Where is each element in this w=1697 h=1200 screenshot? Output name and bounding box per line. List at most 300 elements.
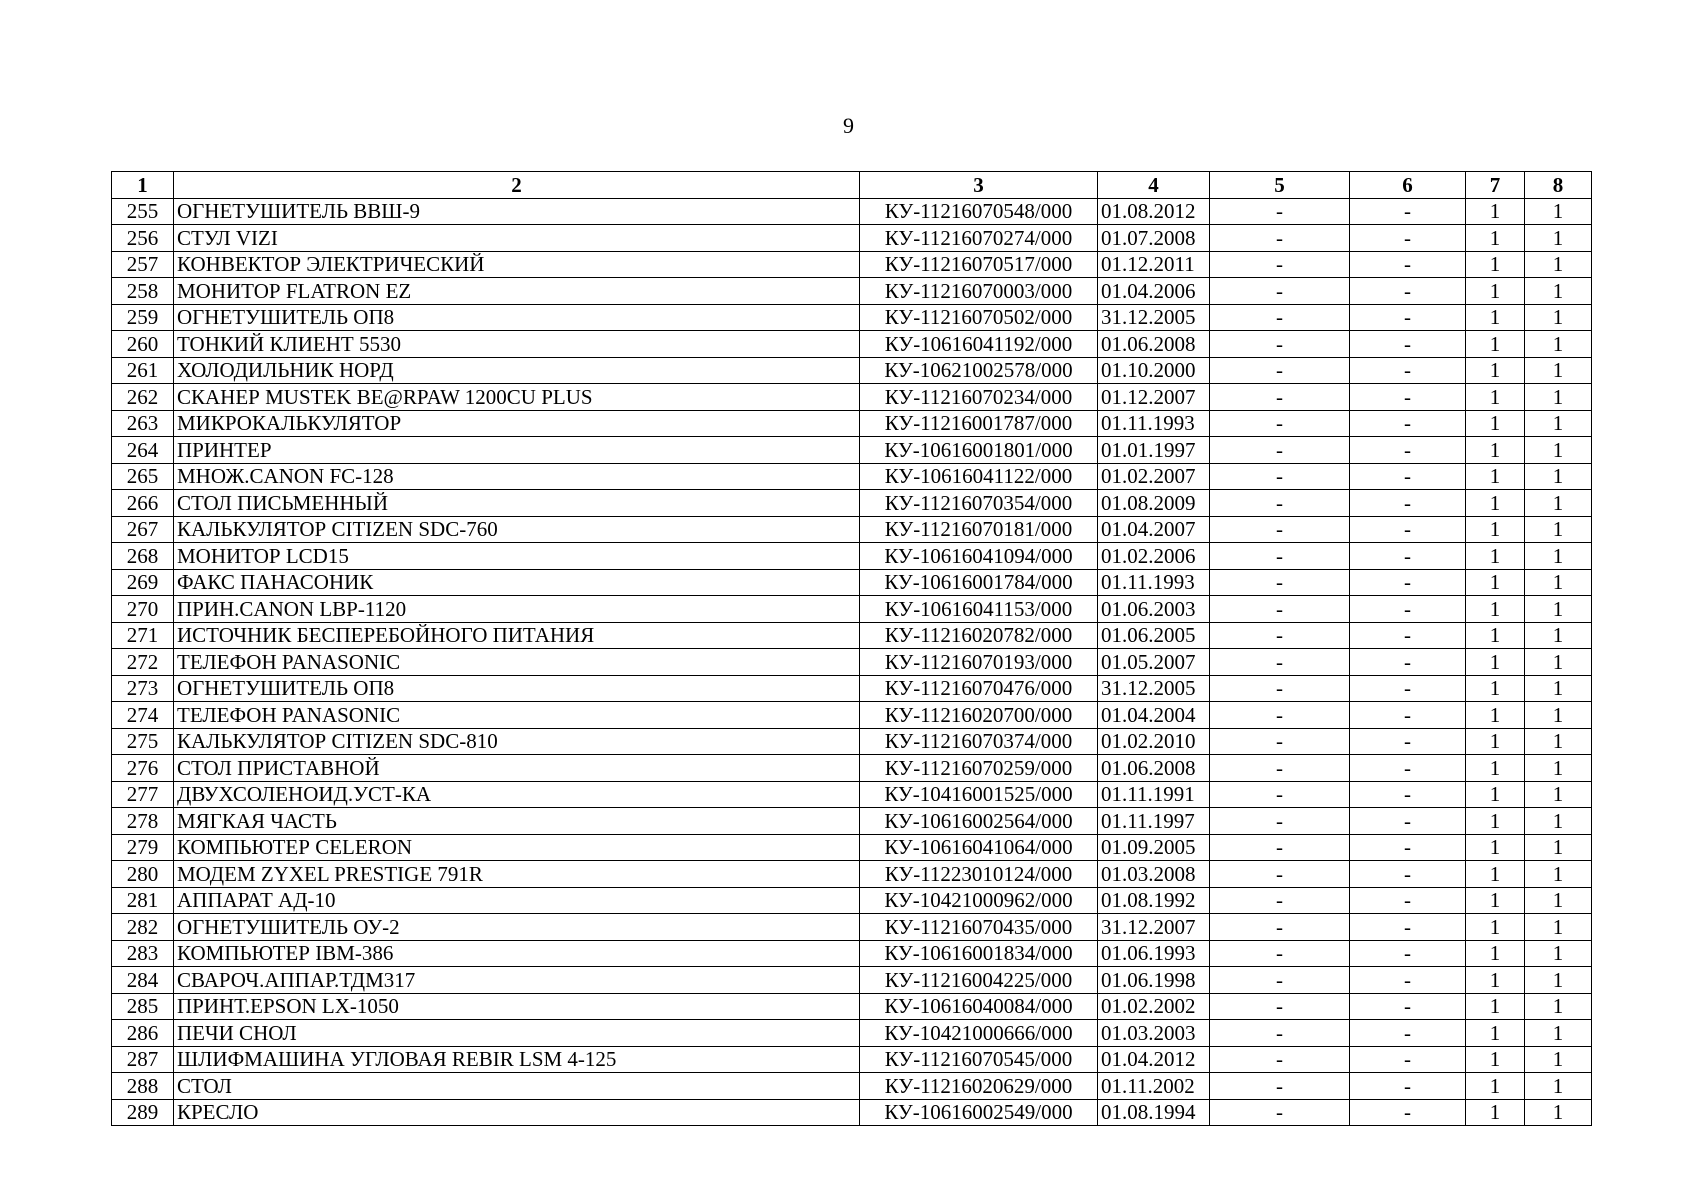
column-7-cell: 1 bbox=[1466, 649, 1525, 676]
date-cell: 01.06.2003 bbox=[1098, 596, 1210, 623]
column-6-cell: - bbox=[1350, 967, 1466, 994]
column-8-cell: 1 bbox=[1525, 569, 1592, 596]
inventory-code: КУ-11216070476/000 bbox=[860, 675, 1098, 702]
column-8-cell: 1 bbox=[1525, 967, 1592, 994]
date-cell: 01.08.1994 bbox=[1098, 1099, 1210, 1126]
row-number: 281 bbox=[112, 887, 174, 914]
item-name: КОМПЬЮТЕР IBM-386 bbox=[174, 940, 860, 967]
column-7-cell: 1 bbox=[1466, 463, 1525, 490]
column-5-cell: - bbox=[1210, 410, 1350, 437]
column-6-cell: - bbox=[1350, 225, 1466, 252]
inventory-code: КУ-10416001525/000 bbox=[860, 781, 1098, 808]
column-7-cell: 1 bbox=[1466, 1020, 1525, 1047]
column-8-cell: 1 bbox=[1525, 251, 1592, 278]
column-8-cell: 1 bbox=[1525, 304, 1592, 331]
column-8-cell: 1 bbox=[1525, 225, 1592, 252]
column-5-cell: - bbox=[1210, 728, 1350, 755]
inventory-code: КУ-10616001834/000 bbox=[860, 940, 1098, 967]
row-number: 259 bbox=[112, 304, 174, 331]
column-8-cell: 1 bbox=[1525, 755, 1592, 782]
item-name: СКАНЕР MUSTEK BE@RPAW 1200CU PLUS bbox=[174, 384, 860, 411]
table-row bbox=[112, 914, 1592, 941]
date-cell: 01.06.2008 bbox=[1098, 331, 1210, 358]
date-cell: 01.12.2007 bbox=[1098, 384, 1210, 411]
column-5-cell: - bbox=[1210, 490, 1350, 517]
table-row bbox=[112, 808, 1592, 835]
column-5-cell: - bbox=[1210, 808, 1350, 835]
inventory-code: КУ-11216020629/000 bbox=[860, 1073, 1098, 1100]
column-8-cell: 1 bbox=[1525, 675, 1592, 702]
item-name: ИСТОЧНИК БЕСПЕРЕБОЙНОГО ПИТАНИЯ bbox=[174, 622, 860, 649]
column-8-cell: 1 bbox=[1525, 914, 1592, 941]
inventory-code: КУ-10616040084/000 bbox=[860, 993, 1098, 1020]
item-name: МОНИТОР LCD15 bbox=[174, 543, 860, 570]
column-6-cell: - bbox=[1350, 649, 1466, 676]
column-6-cell: - bbox=[1350, 781, 1466, 808]
row-number: 278 bbox=[112, 808, 174, 835]
column-5-cell: - bbox=[1210, 649, 1350, 676]
column-8-cell: 1 bbox=[1525, 331, 1592, 358]
column-5-cell: - bbox=[1210, 1020, 1350, 1047]
column-6-cell: - bbox=[1350, 887, 1466, 914]
column-7-cell: 1 bbox=[1466, 596, 1525, 623]
column-5-cell: - bbox=[1210, 914, 1350, 941]
date-cell: 31.12.2005 bbox=[1098, 304, 1210, 331]
table-row bbox=[112, 993, 1592, 1020]
item-name: СТУЛ VIZI bbox=[174, 225, 860, 252]
column-8-cell: 1 bbox=[1525, 357, 1592, 384]
inventory-code: КУ-11216070502/000 bbox=[860, 304, 1098, 331]
column-6-cell: - bbox=[1350, 993, 1466, 1020]
column-5-cell: - bbox=[1210, 304, 1350, 331]
inventory-code: КУ-10616041064/000 bbox=[860, 834, 1098, 861]
table-row bbox=[112, 463, 1592, 490]
date-cell: 01.05.2007 bbox=[1098, 649, 1210, 676]
inventory-code: КУ-11216020700/000 bbox=[860, 702, 1098, 729]
column-8-cell: 1 bbox=[1525, 861, 1592, 888]
date-cell: 01.09.2005 bbox=[1098, 834, 1210, 861]
inventory-code: КУ-10616041094/000 bbox=[860, 543, 1098, 570]
column-5-cell: - bbox=[1210, 543, 1350, 570]
date-cell: 01.02.2010 bbox=[1098, 728, 1210, 755]
column-8-cell: 1 bbox=[1525, 1020, 1592, 1047]
row-number: 287 bbox=[112, 1046, 174, 1073]
item-name: ПРИН.CANON LBP-1120 bbox=[174, 596, 860, 623]
column-7-cell: 1 bbox=[1466, 808, 1525, 835]
table-row bbox=[112, 331, 1592, 358]
row-number: 255 bbox=[112, 198, 174, 225]
column-6-cell: - bbox=[1350, 914, 1466, 941]
column-5-cell: - bbox=[1210, 834, 1350, 861]
item-name: АППАРАТ АД-10 bbox=[174, 887, 860, 914]
column-5-cell: - bbox=[1210, 198, 1350, 225]
table-row bbox=[112, 251, 1592, 278]
item-name: ТЕЛЕФОН PANASONIC bbox=[174, 702, 860, 729]
table-row bbox=[112, 675, 1592, 702]
inventory-code: КУ-11216070259/000 bbox=[860, 755, 1098, 782]
item-name: ДВУХСОЛЕНОИД.УСТ-КА bbox=[174, 781, 860, 808]
table-row bbox=[112, 728, 1592, 755]
row-number: 274 bbox=[112, 702, 174, 729]
column-6-cell: - bbox=[1350, 384, 1466, 411]
column-6-cell: - bbox=[1350, 861, 1466, 888]
column-7-cell: 1 bbox=[1466, 304, 1525, 331]
row-number: 280 bbox=[112, 861, 174, 888]
column-8-cell: 1 bbox=[1525, 1046, 1592, 1073]
column-8-cell: 1 bbox=[1525, 993, 1592, 1020]
date-cell: 31.12.2005 bbox=[1098, 675, 1210, 702]
row-number: 286 bbox=[112, 1020, 174, 1047]
column-8-cell: 1 bbox=[1525, 410, 1592, 437]
item-name: ШЛИФМАШИНА УГЛОВАЯ REBIR LSM 4-125 bbox=[174, 1046, 860, 1073]
row-number: 270 bbox=[112, 596, 174, 623]
item-name: ОГНЕТУШИТЕЛЬ ВВШ-9 bbox=[174, 198, 860, 225]
column-7-cell: 1 bbox=[1466, 1073, 1525, 1100]
column-7-cell: 1 bbox=[1466, 357, 1525, 384]
row-number: 266 bbox=[112, 490, 174, 517]
column-5-cell: - bbox=[1210, 755, 1350, 782]
row-number: 277 bbox=[112, 781, 174, 808]
column-6-cell: - bbox=[1350, 596, 1466, 623]
row-number: 284 bbox=[112, 967, 174, 994]
column-header-3: 3 bbox=[860, 172, 1098, 199]
date-cell: 01.03.2003 bbox=[1098, 1020, 1210, 1047]
item-name: СВАРОЧ.АППАР.ТДМ317 bbox=[174, 967, 860, 994]
column-7-cell: 1 bbox=[1466, 781, 1525, 808]
inventory-code: КУ-11216070548/000 bbox=[860, 198, 1098, 225]
inventory-code: КУ-11216070003/000 bbox=[860, 278, 1098, 305]
item-name: КОНВЕКТОР ЭЛЕКТРИЧЕСКИЙ bbox=[174, 251, 860, 278]
row-number: 282 bbox=[112, 914, 174, 941]
date-cell: 01.04.2006 bbox=[1098, 278, 1210, 305]
column-7-cell: 1 bbox=[1466, 225, 1525, 252]
column-8-cell: 1 bbox=[1525, 463, 1592, 490]
item-name: МНОЖ.CANON FC-128 bbox=[174, 463, 860, 490]
column-header-7: 7 bbox=[1466, 172, 1525, 199]
row-number: 263 bbox=[112, 410, 174, 437]
column-5-cell: - bbox=[1210, 357, 1350, 384]
row-number: 275 bbox=[112, 728, 174, 755]
table-row bbox=[112, 198, 1592, 225]
row-number: 262 bbox=[112, 384, 174, 411]
column-7-cell: 1 bbox=[1466, 278, 1525, 305]
column-5-cell: - bbox=[1210, 887, 1350, 914]
table-row bbox=[112, 887, 1592, 914]
date-cell: 01.04.2007 bbox=[1098, 516, 1210, 543]
column-6-cell: - bbox=[1350, 1046, 1466, 1073]
inventory-code: КУ-11216070374/000 bbox=[860, 728, 1098, 755]
column-7-cell: 1 bbox=[1466, 887, 1525, 914]
item-name: СТОЛ ПИСЬМЕННЫЙ bbox=[174, 490, 860, 517]
column-5-cell: - bbox=[1210, 993, 1350, 1020]
table-row bbox=[112, 410, 1592, 437]
column-7-cell: 1 bbox=[1466, 251, 1525, 278]
column-8-cell: 1 bbox=[1525, 781, 1592, 808]
column-6-cell: - bbox=[1350, 755, 1466, 782]
row-number: 264 bbox=[112, 437, 174, 464]
date-cell: 01.08.2009 bbox=[1098, 490, 1210, 517]
column-5-cell: - bbox=[1210, 781, 1350, 808]
item-name: КАЛЬКУЛЯТОР CITIZEN SDC-760 bbox=[174, 516, 860, 543]
table-row bbox=[112, 1020, 1592, 1047]
inventory-code: КУ-11216070181/000 bbox=[860, 516, 1098, 543]
date-cell: 01.12.2011 bbox=[1098, 251, 1210, 278]
table-row bbox=[112, 781, 1592, 808]
date-cell: 01.11.1993 bbox=[1098, 410, 1210, 437]
inventory-code: КУ-10616001784/000 bbox=[860, 569, 1098, 596]
column-6-cell: - bbox=[1350, 675, 1466, 702]
date-cell: 01.08.2012 bbox=[1098, 198, 1210, 225]
table-row bbox=[112, 596, 1592, 623]
inventory-code: КУ-11216001787/000 bbox=[860, 410, 1098, 437]
column-7-cell: 1 bbox=[1466, 675, 1525, 702]
row-number: 267 bbox=[112, 516, 174, 543]
column-6-cell: - bbox=[1350, 834, 1466, 861]
row-number: 283 bbox=[112, 940, 174, 967]
row-number: 273 bbox=[112, 675, 174, 702]
table-row bbox=[112, 490, 1592, 517]
column-6-cell: - bbox=[1350, 940, 1466, 967]
column-7-cell: 1 bbox=[1466, 490, 1525, 517]
column-6-cell: - bbox=[1350, 331, 1466, 358]
column-5-cell: - bbox=[1210, 622, 1350, 649]
column-7-cell: 1 bbox=[1466, 1046, 1525, 1073]
inventory-code: КУ-11216070545/000 bbox=[860, 1046, 1098, 1073]
row-number: 279 bbox=[112, 834, 174, 861]
column-7-cell: 1 bbox=[1466, 543, 1525, 570]
table-row bbox=[112, 569, 1592, 596]
column-header-4: 4 bbox=[1098, 172, 1210, 199]
header-row bbox=[112, 172, 1592, 199]
table-row bbox=[112, 940, 1592, 967]
table-row bbox=[112, 1073, 1592, 1100]
column-6-cell: - bbox=[1350, 622, 1466, 649]
row-number: 272 bbox=[112, 649, 174, 676]
column-5-cell: - bbox=[1210, 437, 1350, 464]
column-6-cell: - bbox=[1350, 569, 1466, 596]
column-5-cell: - bbox=[1210, 940, 1350, 967]
table-row bbox=[112, 516, 1592, 543]
column-6-cell: - bbox=[1350, 490, 1466, 517]
inventory-code: КУ-11216070274/000 bbox=[860, 225, 1098, 252]
inventory-code: КУ-10616041122/000 bbox=[860, 463, 1098, 490]
table-row bbox=[112, 755, 1592, 782]
inventory-code: КУ-11216020782/000 bbox=[860, 622, 1098, 649]
column-6-cell: - bbox=[1350, 516, 1466, 543]
date-cell: 01.06.2005 bbox=[1098, 622, 1210, 649]
item-name: ФАКС ПАНАСОНИК bbox=[174, 569, 860, 596]
table-row bbox=[112, 225, 1592, 252]
row-number: 268 bbox=[112, 543, 174, 570]
column-6-cell: - bbox=[1350, 702, 1466, 729]
table-row bbox=[112, 543, 1592, 570]
column-header-2: 2 bbox=[174, 172, 860, 199]
date-cell: 01.06.2008 bbox=[1098, 755, 1210, 782]
table-row bbox=[112, 622, 1592, 649]
column-header-5: 5 bbox=[1210, 172, 1350, 199]
column-8-cell: 1 bbox=[1525, 490, 1592, 517]
column-7-cell: 1 bbox=[1466, 728, 1525, 755]
column-5-cell: - bbox=[1210, 331, 1350, 358]
column-7-cell: 1 bbox=[1466, 940, 1525, 967]
row-number: 260 bbox=[112, 331, 174, 358]
column-8-cell: 1 bbox=[1525, 1099, 1592, 1126]
item-name: ХОЛОДИЛЬНИК НОРД bbox=[174, 357, 860, 384]
column-5-cell: - bbox=[1210, 967, 1350, 994]
column-6-cell: - bbox=[1350, 728, 1466, 755]
item-name: МИКРОКАЛЬКУЛЯТОР bbox=[174, 410, 860, 437]
inventory-code: КУ-10616001801/000 bbox=[860, 437, 1098, 464]
column-7-cell: 1 bbox=[1466, 861, 1525, 888]
column-8-cell: 1 bbox=[1525, 649, 1592, 676]
column-6-cell: - bbox=[1350, 1099, 1466, 1126]
date-cell: 01.11.1993 bbox=[1098, 569, 1210, 596]
column-7-cell: 1 bbox=[1466, 384, 1525, 411]
column-7-cell: 1 bbox=[1466, 914, 1525, 941]
date-cell: 01.04.2004 bbox=[1098, 702, 1210, 729]
column-7-cell: 1 bbox=[1466, 1099, 1525, 1126]
date-cell: 31.12.2007 bbox=[1098, 914, 1210, 941]
column-6-cell: - bbox=[1350, 304, 1466, 331]
column-5-cell: - bbox=[1210, 251, 1350, 278]
item-name: МОНИТОР FLATRON EZ bbox=[174, 278, 860, 305]
date-cell: 01.06.1993 bbox=[1098, 940, 1210, 967]
column-8-cell: 1 bbox=[1525, 543, 1592, 570]
column-7-cell: 1 bbox=[1466, 569, 1525, 596]
column-header-1: 1 bbox=[112, 172, 174, 199]
table-row bbox=[112, 861, 1592, 888]
column-7-cell: 1 bbox=[1466, 755, 1525, 782]
column-6-cell: - bbox=[1350, 1020, 1466, 1047]
column-5-cell: - bbox=[1210, 384, 1350, 411]
date-cell: 01.01.1997 bbox=[1098, 437, 1210, 464]
item-name: ТЕЛЕФОН PANASONIC bbox=[174, 649, 860, 676]
column-6-cell: - bbox=[1350, 410, 1466, 437]
table-row bbox=[112, 702, 1592, 729]
column-5-cell: - bbox=[1210, 569, 1350, 596]
inventory-table bbox=[111, 171, 1592, 1126]
column-5-cell: - bbox=[1210, 596, 1350, 623]
item-name: ПРИНТЕР bbox=[174, 437, 860, 464]
item-name: ТОНКИЙ КЛИЕНТ 5530 bbox=[174, 331, 860, 358]
row-number: 257 bbox=[112, 251, 174, 278]
row-number: 256 bbox=[112, 225, 174, 252]
item-name: КРЕСЛО bbox=[174, 1099, 860, 1126]
row-number: 261 bbox=[112, 357, 174, 384]
column-7-cell: 1 bbox=[1466, 967, 1525, 994]
date-cell: 01.11.1991 bbox=[1098, 781, 1210, 808]
column-5-cell: - bbox=[1210, 516, 1350, 543]
column-8-cell: 1 bbox=[1525, 516, 1592, 543]
row-number: 288 bbox=[112, 1073, 174, 1100]
column-5-cell: - bbox=[1210, 861, 1350, 888]
table-row bbox=[112, 834, 1592, 861]
column-7-cell: 1 bbox=[1466, 834, 1525, 861]
item-name: ОГНЕТУШИТЕЛЬ ОП8 bbox=[174, 675, 860, 702]
column-5-cell: - bbox=[1210, 702, 1350, 729]
date-cell: 01.11.2002 bbox=[1098, 1073, 1210, 1100]
column-7-cell: 1 bbox=[1466, 331, 1525, 358]
column-6-cell: - bbox=[1350, 357, 1466, 384]
column-8-cell: 1 bbox=[1525, 728, 1592, 755]
column-8-cell: 1 bbox=[1525, 622, 1592, 649]
row-number: 276 bbox=[112, 755, 174, 782]
row-number: 289 bbox=[112, 1099, 174, 1126]
inventory-code: КУ-10616041192/000 bbox=[860, 331, 1098, 358]
column-6-cell: - bbox=[1350, 1073, 1466, 1100]
column-6-cell: - bbox=[1350, 251, 1466, 278]
table-row bbox=[112, 357, 1592, 384]
column-7-cell: 1 bbox=[1466, 702, 1525, 729]
item-name: ОГНЕТУШИТЕЛЬ ОП8 bbox=[174, 304, 860, 331]
inventory-code: КУ-10421000962/000 bbox=[860, 887, 1098, 914]
column-5-cell: - bbox=[1210, 278, 1350, 305]
item-name: КОМПЬЮТЕР CELERON bbox=[174, 834, 860, 861]
page-number: 9 bbox=[843, 113, 854, 138]
inventory-code: КУ-11223010124/000 bbox=[860, 861, 1098, 888]
date-cell: 01.02.2006 bbox=[1098, 543, 1210, 570]
column-6-cell: - bbox=[1350, 278, 1466, 305]
item-name: КАЛЬКУЛЯТОР CITIZEN SDC-810 bbox=[174, 728, 860, 755]
table-row bbox=[112, 967, 1592, 994]
date-cell: 01.03.2008 bbox=[1098, 861, 1210, 888]
inventory-code: КУ-10616002549/000 bbox=[860, 1099, 1098, 1126]
inventory-code: КУ-11216070234/000 bbox=[860, 384, 1098, 411]
column-8-cell: 1 bbox=[1525, 278, 1592, 305]
column-header-8: 8 bbox=[1525, 172, 1592, 199]
date-cell: 01.08.1992 bbox=[1098, 887, 1210, 914]
inventory-code: КУ-10616041153/000 bbox=[860, 596, 1098, 623]
column-5-cell: - bbox=[1210, 1046, 1350, 1073]
table-row bbox=[112, 1099, 1592, 1126]
column-5-cell: - bbox=[1210, 463, 1350, 490]
row-number: 271 bbox=[112, 622, 174, 649]
column-7-cell: 1 bbox=[1466, 410, 1525, 437]
item-name: ПЕЧИ СНОЛ bbox=[174, 1020, 860, 1047]
column-8-cell: 1 bbox=[1525, 384, 1592, 411]
column-7-cell: 1 bbox=[1466, 993, 1525, 1020]
item-name: СТОЛ bbox=[174, 1073, 860, 1100]
date-cell: 01.04.2012 bbox=[1098, 1046, 1210, 1073]
column-5-cell: - bbox=[1210, 1099, 1350, 1126]
column-7-cell: 1 bbox=[1466, 622, 1525, 649]
table-row bbox=[112, 384, 1592, 411]
date-cell: 01.02.2007 bbox=[1098, 463, 1210, 490]
column-8-cell: 1 bbox=[1525, 887, 1592, 914]
inventory-code: КУ-11216070354/000 bbox=[860, 490, 1098, 517]
inventory-code: КУ-10421000666/000 bbox=[860, 1020, 1098, 1047]
column-7-cell: 1 bbox=[1466, 516, 1525, 543]
item-name: МЯГКАЯ ЧАСТЬ bbox=[174, 808, 860, 835]
column-5-cell: - bbox=[1210, 675, 1350, 702]
column-8-cell: 1 bbox=[1525, 834, 1592, 861]
date-cell: 01.06.1998 bbox=[1098, 967, 1210, 994]
inventory-code: КУ-11216070193/000 bbox=[860, 649, 1098, 676]
inventory-code: КУ-10621002578/000 bbox=[860, 357, 1098, 384]
column-6-cell: - bbox=[1350, 198, 1466, 225]
table-row bbox=[112, 649, 1592, 676]
column-7-cell: 1 bbox=[1466, 437, 1525, 464]
column-6-cell: - bbox=[1350, 543, 1466, 570]
column-8-cell: 1 bbox=[1525, 596, 1592, 623]
column-6-cell: - bbox=[1350, 808, 1466, 835]
row-number: 269 bbox=[112, 569, 174, 596]
date-cell: 01.11.1997 bbox=[1098, 808, 1210, 835]
column-8-cell: 1 bbox=[1525, 808, 1592, 835]
table-row bbox=[112, 437, 1592, 464]
table-row bbox=[112, 304, 1592, 331]
table-body bbox=[112, 198, 1592, 1126]
